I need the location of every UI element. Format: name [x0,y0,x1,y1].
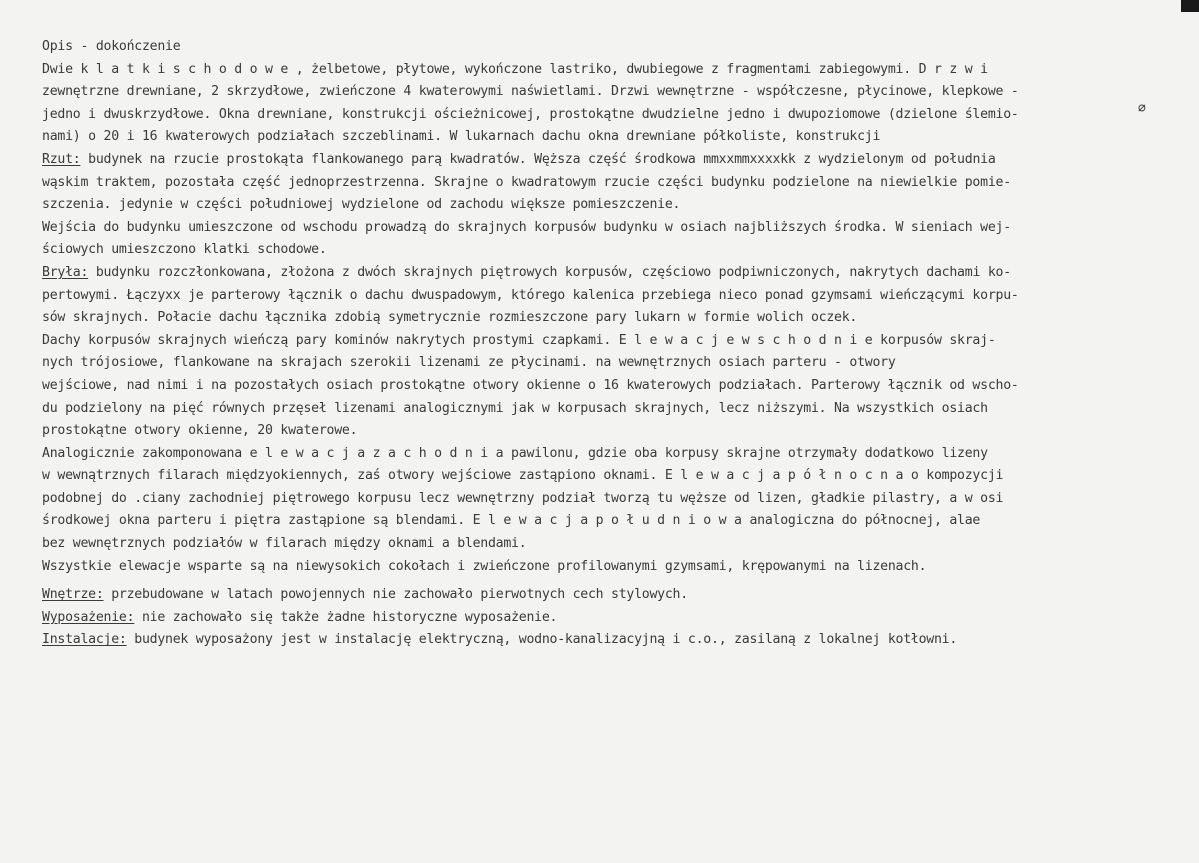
wnetrze-text: przebudowane w latach powojennych nie zachowało pierwotnych cech stylowych. [103,587,688,603]
text-line: nami) o 20 i 16 kwaterowych podziałach szczeblinami. W lukarnach dachu okna drewniane półkoliste, konstrukcji [42,129,881,145]
text-line: nych trójosiowe, flankowane na skrajach szerokii lizenami ze płycinami. na wewnętrznych osiach parteru - otwory [42,355,896,371]
text-line: Dwie k l a t k i s c h o d o w e , żelbetowe, płytowe, wykończone lastriko, dwubiegowe z fragmentami zabiegowymi. D r z w i [42,61,988,77]
wnetrze-label: Wnętrze: [42,587,104,603]
text-line: w wewnątrznych filarach międzyokiennych, zaś otwory wejściowe zastąpiono oknami. E l e w a c j a p ó ł n o c n a o kompozycji [42,468,1004,484]
footer-sections [42,584,1139,652]
body-text [42,36,1139,578]
text-line: wąskim traktem, pozostała część jednoprzestrzenna. Skrajne o kwadratowym rzucie części budynku podzielone na niewielkie pomie- [42,174,1011,190]
text-line: du podzielony na pięć równych przęseł lizenami analogicznymi jak w korpusach skrajnych, lecz niższymi. Na wszystkich osiach [42,400,988,416]
text-line: podobnej do .ciany zachodniej piętrowego korpusu lecz wewnętrzny podział tworzą tu węższe od lizen, gładkie pilastry, a w osi [42,490,1004,506]
wyposazenie-line [42,607,1139,630]
text-line: szczenia. jedynie w części południowej wydzielone od zachodu większe pomieszczenie. [42,197,681,213]
wyposazenie-text: nie zachowało się także żadne historyczne wyposażenie. [134,609,558,625]
text-line: zewnętrzne drewniane, 2 skrzydłowe, zwieńczone 4 kwaterowymi naświetlami. Drzwi wewnętrzne - współczesne, płycinowe, klepkowe - [42,84,1019,100]
instalacje-label: Instalacje: [42,632,127,648]
text-line: jedno i dwuskrzydłowe. Okna drewniane, konstrukcji ościeżnicowej, prostokątne dwudzielne jedno i dwupoziomowe (dzielone ślemio- [42,106,1019,122]
bryla-line: Bryła: budynku rozczłonkowana, złożona z dwóch skrajnych piętrowych korpusów, częściowo podpiwniczonych, nakrytych dachami ko- [42,264,1011,280]
wnetrze-line [42,584,1139,607]
text-line: wejściowe, nad nimi i na pozostałych osiach prostokątne otwory okienne o 16 kwaterowych podziałach. Parterowy łącznik od wscho- [42,377,1019,393]
instalacje-line [42,629,1139,652]
text-line: ściowych umieszczono klatki schodowe. [42,242,327,258]
rzut-label: Rzut: [42,151,81,167]
text-line: środkowej okna parteru i piętra zastąpione są blendami. E l e w a c j a p o ł u d n i o w a analogiczna do północnej, alae [42,513,981,529]
text-line: pertowymi. Łączyxx je parterowy łącznik o dachu dwuspadowym, którego kalenica przebiega nieco ponad gzymsami wieńczącymi korpu- [42,287,1019,303]
wyposazenie-label: Wyposażenie: [42,609,135,625]
margin-mark: ∅ [1138,101,1146,116]
text-line: Wszystkie elewacje wsparte są na niewysokich cokołach i zwieńczone profilowanymi gzymsami, krępowanymi na lizenach. [42,558,927,574]
text-line: Dachy korpusów skrajnych wieńczą pary kominów nakrytych prostymi czapkami. E l e w a c j e w s c h o d n i e korpusów skraj- [42,332,996,348]
title-line: Opis - dokończenie [42,39,181,54]
text-line: bez wewnętrznych podziałów w filarach między oknami a blendami. [42,536,527,552]
text-line: Analogicznie zakomponowana e l e w a c j a z a c h o d n i a pawilonu, gdzie oba korpusy skrajne otrzymały dodatkowo lizeny [42,445,988,461]
rzut-line: Rzut: budynek na rzucie prostokąta flankowanego parą kwadratów. Węższa część środkowa mmxxmmxxxxkk z wydzielonym od południa [42,151,996,167]
bryla-label: Bryła: [42,264,89,280]
instalacje-text: budynek wyposażony jest w instalację elektryczną, wodno-kanalizacyjną i c.o., zasilaną z lokalnej kotłowni. [126,632,958,648]
text-line: prostokątne otwory okienne, 20 kwaterowe. [42,423,358,439]
text-line: Wejścia do budynku umieszczone od wschodu prowadzą do skrajnych korpusów budynku w osiach najbliższych środka. W sieniach wej- [42,219,1011,235]
text-line: sów skrajnych. Połacie dachu łącznika zdobią symetrycznie rozmieszczone pary lukarn w formie wolich oczek. [42,310,858,326]
scan-corner-mark [1181,0,1199,12]
